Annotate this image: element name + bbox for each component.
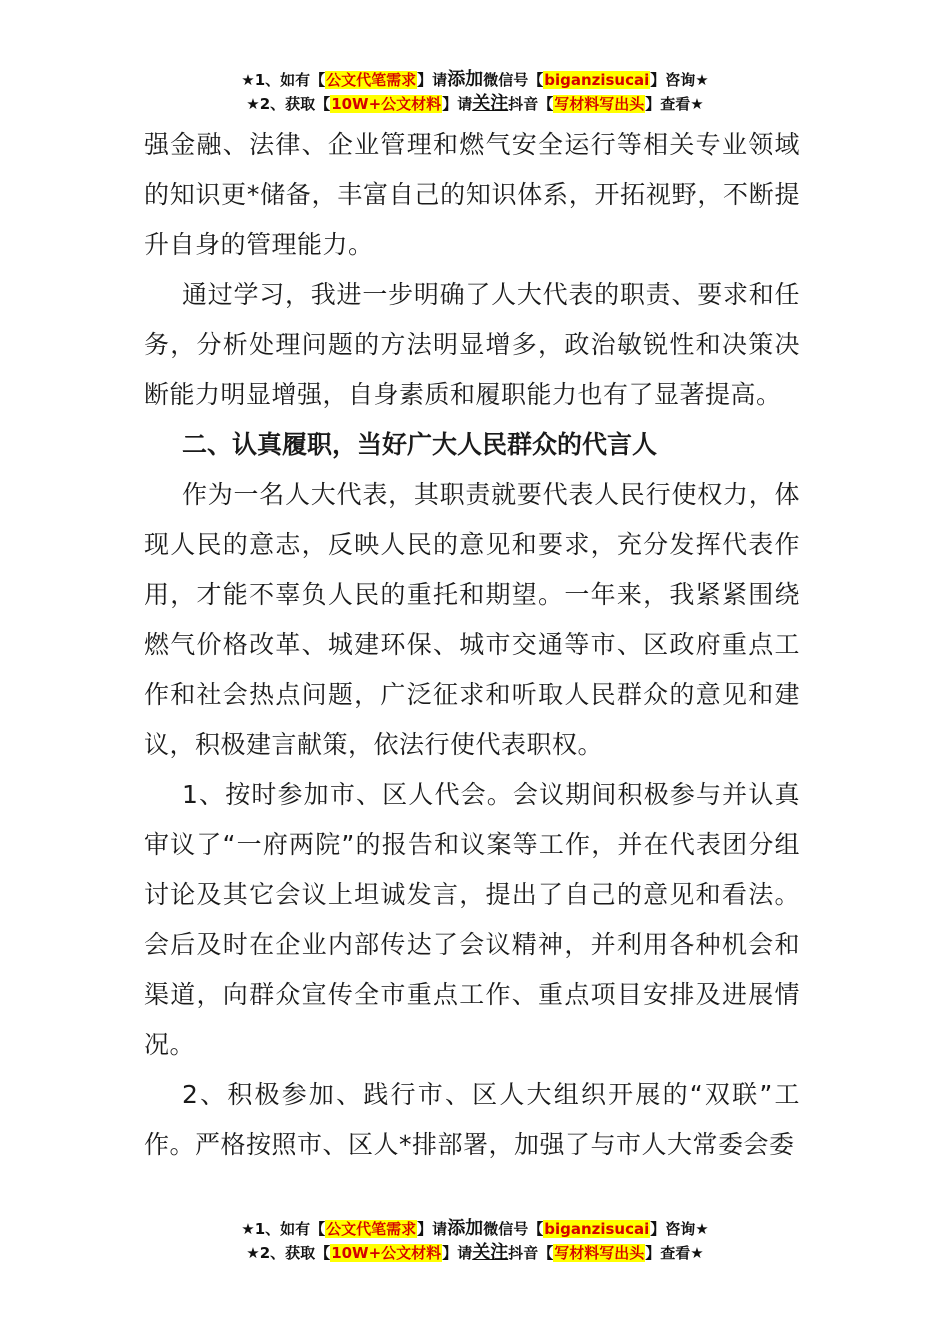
banner-emphasis: 关注 xyxy=(472,1242,509,1263)
banner-text: 】查看★ xyxy=(645,1244,704,1262)
banner-text: 】请 xyxy=(442,1244,473,1262)
banner-text: 】咨询★ xyxy=(650,71,709,89)
banner-line-2 xyxy=(0,1241,950,1265)
banner-text: 抖音【 xyxy=(508,95,554,113)
banner-highlight: 公文代笔需求 xyxy=(326,71,417,89)
banner-text: 】请 xyxy=(442,95,473,113)
banner-text: 微信号【 xyxy=(483,71,544,89)
banner-text: 】请 xyxy=(417,1220,448,1238)
paragraph: 通过学习，我进一步明确了人大代表的职责、要求和任务，分析处理问题的方法明显增多，政治敏锐性和决策决断能力明显增强，自身素质和履职能力也有了显著提高。 xyxy=(144,280,800,409)
banner-text: 】查看★ xyxy=(645,95,704,113)
banner-text: 】请 xyxy=(417,71,448,89)
banner-text: ★1、如有【 xyxy=(241,1220,326,1238)
banner-douyin-id: 写材料写出头 xyxy=(554,1244,645,1262)
banner-wechat-id: biganzisucai xyxy=(544,71,650,89)
banner-line-2 xyxy=(0,92,950,116)
banner-line-1 xyxy=(0,68,950,92)
banner-highlight: 公文代笔需求 xyxy=(326,1220,417,1238)
banner-highlight: 10W+公文材料 xyxy=(331,1244,442,1262)
banner-text: ★2、获取【 xyxy=(246,95,331,113)
banner-line-1 xyxy=(0,1217,950,1241)
document-body xyxy=(144,120,800,1170)
paragraph: 作为一名人大代表，其职责就要代表人民行使权力，体现人民的意志，反映人民的意见和要求，充分发挥代表作用，才能不辜负人民的重托和期望。一年来，我紧紧围绕燃气价格改革、城建环保、城市交通等市、区政府重点工作和社会热点问题，广泛征求和听取人民群众的意见和建议，积极建言献策，依法行使代表职权。 xyxy=(144,480,800,759)
banner-text: 微信号【 xyxy=(483,1220,544,1238)
banner-highlight: 10W+公文材料 xyxy=(331,95,442,113)
banner-text: 抖音【 xyxy=(508,1244,554,1262)
section-heading: 二、认真履职，当好广大人民群众的代言人 xyxy=(182,430,658,459)
paragraph: 强金融、法律、企业管理和燃气安全运行等相关专业领域的知识更*储备，丰富自己的知识体系，开拓视野，不断提升自身的管理能力。 xyxy=(144,130,800,259)
banner-douyin-id: 写材料写出头 xyxy=(554,95,645,113)
banner-emphasis: 添加 xyxy=(447,1218,484,1239)
banner-text: ★1、如有【 xyxy=(241,71,326,89)
paragraph: 2、积极参加、践行市、区人大组织开展的“双联”工作。严格按照市、区人*排部署，加强了与市人大常委会委 xyxy=(144,1080,800,1159)
banner-text: 】咨询★ xyxy=(650,1220,709,1238)
footer-banner xyxy=(0,1217,950,1265)
banner-wechat-id: biganzisucai xyxy=(544,1220,650,1238)
banner-emphasis: 添加 xyxy=(447,69,484,90)
banner-emphasis: 关注 xyxy=(472,93,509,114)
header-banner xyxy=(0,68,950,116)
banner-text: ★2、获取【 xyxy=(246,1244,331,1262)
paragraph: 1、按时参加市、区人代会。会议期间积极参与并认真审议了“一府两院”的报告和议案等工作，并在代表团分组讨论及其它会议上坦诚发言，提出了自己的意见和看法。会后及时在企业内部传达了会议精神，并利用各种机会和渠道，向群众宣传全市重点工作、重点项目安排及进展情况。 xyxy=(144,780,800,1059)
